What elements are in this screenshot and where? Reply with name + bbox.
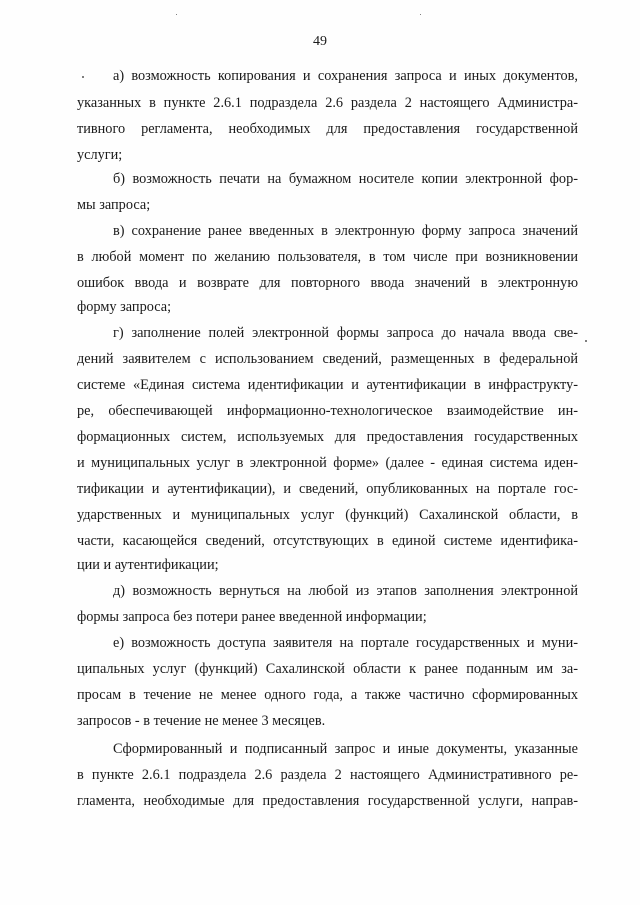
- text-line: г) заполнение полей электронной формы запроса до начала ввода све-: [113, 325, 578, 341]
- text-line: части, касающейся сведений, отсутствующих в единой системе идентифика-: [77, 533, 578, 549]
- text-line: гламента, необходимые для предоставления государственной услуги, направ-: [77, 793, 578, 809]
- scan-speck: [420, 14, 421, 15]
- text-line: запросов - в течение не менее 3 месяцев.: [77, 713, 326, 729]
- page-number: 49: [313, 34, 327, 49]
- text-line: в) сохранение ранее введенных в электронную форму запроса значений: [113, 223, 578, 239]
- text-line: в любой момент по желанию пользователя, в том числе при возникновении: [77, 249, 578, 265]
- text-line: ударственных и муниципальных услуг (функций) Сахалинской области, в: [77, 507, 578, 523]
- text-line: е) возможность доступа заявителя на портале государственных и муни-: [113, 635, 578, 651]
- text-line: указанных в пункте 2.6.1 подраздела 2.6 раздела 2 настоящего Администра-: [77, 95, 578, 111]
- text-line: Сформированный и подписанный запрос и иные документы, указанные: [113, 741, 578, 757]
- text-line: формационных систем, используемых для предоставления государственных: [77, 429, 578, 445]
- text-line: просам в течение не менее одного года, а также частично сформированных: [77, 687, 578, 703]
- text-line: формы запроса без потери ранее введенной информации;: [77, 609, 427, 625]
- text-line: услуги;: [77, 147, 123, 163]
- text-line: форму запроса;: [77, 299, 172, 315]
- text-line: ции и аутентификации;: [77, 557, 219, 573]
- text-line: ципальных услуг (функций) Сахалинской области к ранее поданным им за-: [77, 661, 578, 677]
- text-line: а) возможность копирования и сохранения запроса и иных документов,: [113, 68, 578, 84]
- text-line: д) возможность вернуться на любой из этапов заполнения электронной: [113, 583, 578, 599]
- text-line: тификации и аутентификации), и сведений, опубликованных на портале гос-: [77, 481, 578, 497]
- text-line: б) возможность печати на бумажном носителе копии электронной фор-: [113, 171, 578, 187]
- text-line: мы запроса;: [77, 197, 151, 213]
- scan-speck: [176, 14, 177, 15]
- text-line: дений заявителем с использованием сведений, размещенных в федеральной: [77, 351, 578, 367]
- text-line: в пункте 2.6.1 подраздела 2.6 раздела 2 настоящего Административного ре-: [77, 767, 578, 783]
- text-line: и муниципальных услуг в электронной форме» (далее - единая система иден-: [77, 455, 578, 471]
- text-line: ошибок ввода и возврате для повторного ввода значений в электронную: [77, 275, 578, 291]
- scan-speck: [585, 340, 587, 342]
- text-line: тивного регламента, необходимых для предоставления государственной: [77, 121, 578, 137]
- text-line: ре, обеспечивающей информационно-технологическое взаимодействие ин-: [77, 403, 578, 419]
- text-line: системе «Единая система идентификации и аутентификации в инфраструкту-: [77, 377, 578, 393]
- scan-speck: [82, 76, 84, 78]
